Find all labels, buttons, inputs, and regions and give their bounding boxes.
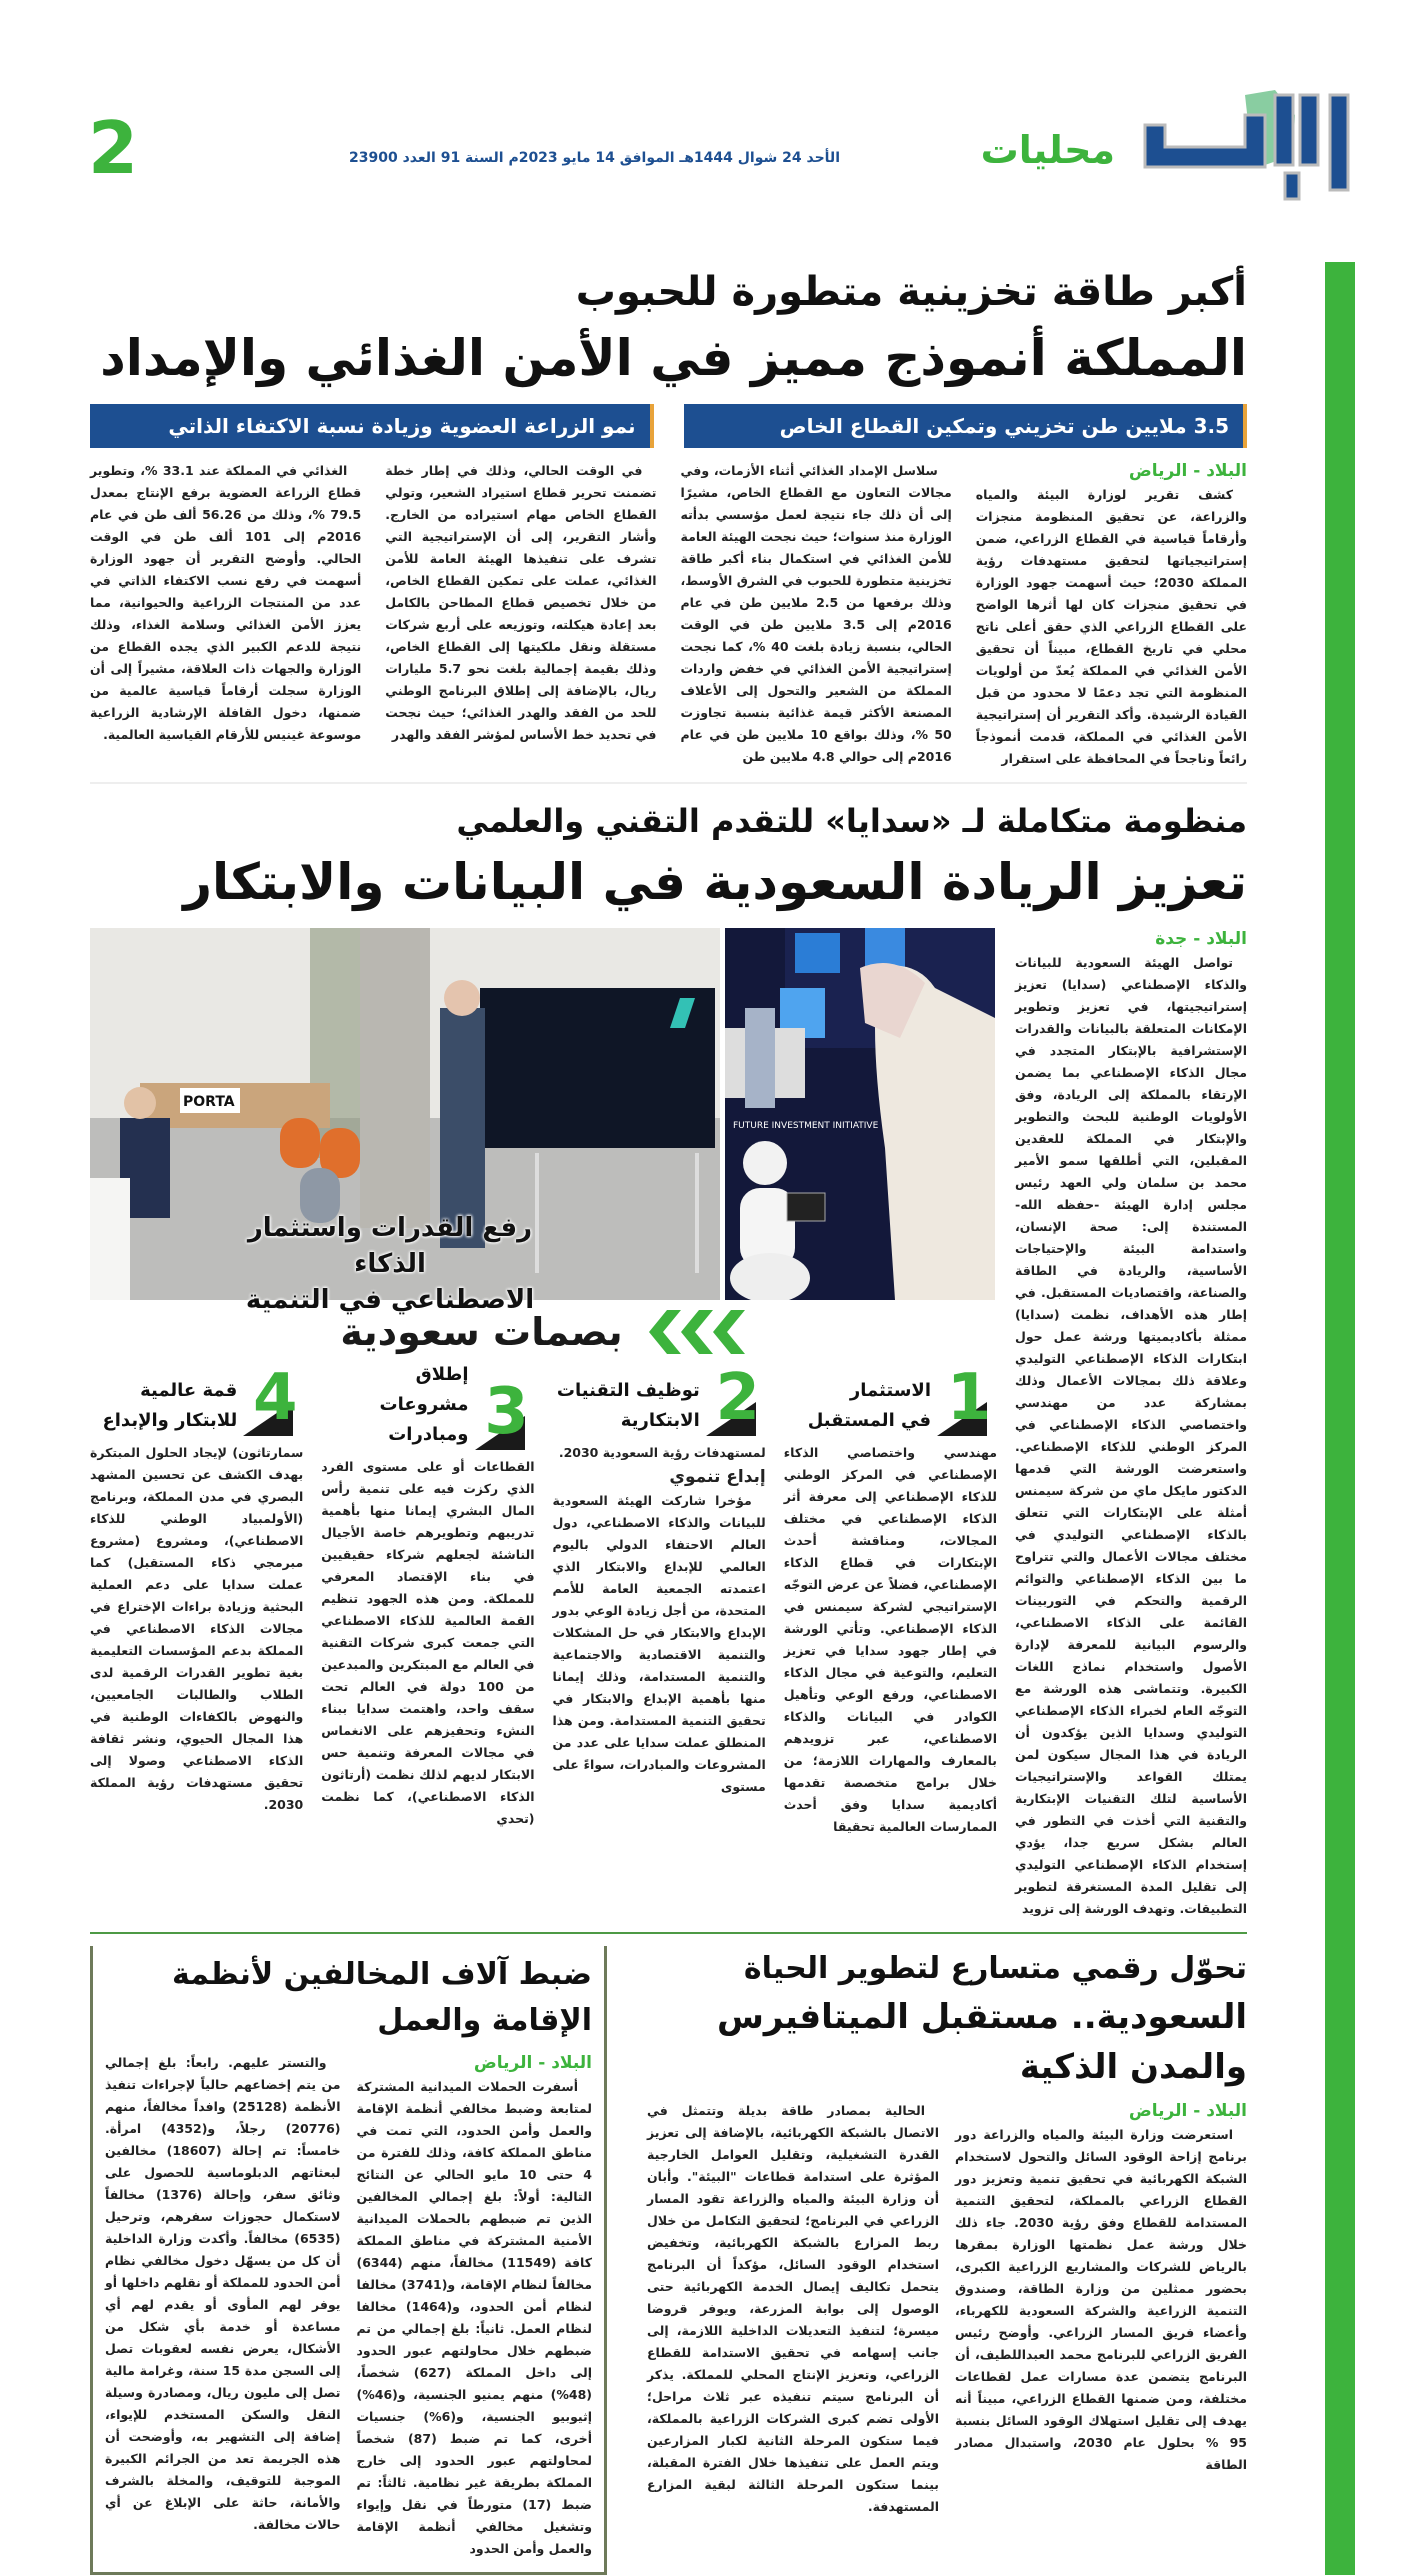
- article3-text: استعرضت وزارة البيئة والمياه والزراعة دور برنامج إزاحة الوقود السائل والتحول لاستخدام الشبكة الكهربائية في تحقيق تنمية وتعزيز دور القطاع الزراعي بالمملكة، لتحقيق التنمية المستدامة للقطاع وفق رؤية 2030. جاء ذلك خلال ورشة عمل نظمتها الوزارة بمقرها بالرياض للشركات والمشاريع الزراعية الكبرى، بحضور ممثلين من وزارة الطاقة، وصندوق التنمية الزراعية والشركة السعودية للكهرباء، وأعضاء فريق المسار الزراعي. وأوضح رئيس الفريق الزراعي للبرنامج محمد العبداللطيف، أن البرنامج يتضمن عدة مسارات عمل لقطاعات مختلفة، ومن ضمنها القطاع الزراعي، مبيناً أنه يهدف إلى تقليل استهلاك الوقود السائل بنسبة 95 % بحلول عام 2030، واستبدال مصادر الطاقة: [955, 2127, 1247, 2472]
- article2-body: [90, 928, 1247, 1920]
- item-subhead: إبداع تنموي: [669, 1467, 766, 1487]
- item-title: قمة عالمية للابتكار والإبداع: [102, 1380, 238, 1431]
- item-number: 2: [710, 1360, 766, 1436]
- cafe-sign: PORTA: [183, 1094, 235, 1110]
- article4-dateline: البلاد - الرياض: [473, 2053, 592, 2073]
- article1-column-4: [90, 460, 361, 770]
- item-number: 1: [941, 1360, 997, 1436]
- article2-photos: [90, 928, 997, 1315]
- item-1: [784, 1360, 997, 1838]
- item-body: القطاعات أو على مستوى الفرد الذي ركزت فيه على تنمية رأس المال البشري إيمانا منها بأهمية تدريبهم وتطويرهم خاصة الأجيال الناشئة لجعلهم شركاء حقيقيين في بناء الإقتصاد المعرفي للمملكة. ومن هذه الجهود تنظيم القمة العالمية للذكاء الاصطناعي التي جمعت كبرى شركات التقنية في العالم مع المبتكرين والمبدعين من 100 دولة في العالم تحت سقف واحد، واهتمت سدايا ببناء النشء وتحفيزهم على الانغماس في مجالات المعرفة وتنمية حس الابتكار لديهم لذلك نظمت (أرتاثون الذكاء الاصطناعي)، كما نظمت (تحدي: [321, 1459, 535, 1826]
- photo-caption-line: رفع القدرات واستثمار الذكاء: [247, 1213, 533, 1279]
- article1-bar-left: نمو الزراعة العضوية وزيادة نسبة الاكتفاء الذاتي: [90, 404, 654, 448]
- photo-workshop: [90, 928, 720, 1315]
- article4-box: [90, 1946, 607, 2575]
- page-main: [90, 262, 1247, 2575]
- photo-caption: [230, 1210, 550, 1318]
- article3-column-1: [955, 2100, 1247, 2518]
- article4-column-2: [105, 2052, 341, 2560]
- divider: [90, 782, 1247, 784]
- article1-text: كشف تقرير لوزارة البيئة والمياه والزراعة، عن تحقيق المنظومة منجزات وأرقاماً قياسية في القطاع الزراعي، ضمن إستراتيجياتها لتحقيق مستهدفات رؤية المملكة 2030؛ حيث أسهمت جهود الوزارة في تحقيق منجزات كان لها أثرها الواضح على القطاع الزراعي الذي حقق أعلى ناتج محلي في تاريخ القطاع، مبيناً أن تحقيق الأمن الغذائي في المملكة يُعدّ من أولويات المنظومة التي تجد دعمًا لا محدود من قبل القيادة الرشيدة. وأكد التقرير أن إستراتيجية الأمن الغذائي في المملكة، قدمت أنموذجاً رائعاً وناجحاً في المحافظة على استقرار: [975, 487, 1248, 766]
- page-number: 2: [88, 106, 139, 190]
- article2-text: تواصل الهيئة السعودية للبيانات والذكاء الإصطناعي (سدايا) تعزيز إستراتيجيتها، في تعزيز وتطوير الإمكانات المتعلقة بالبيانات والقدرات الإستشرافية بالإبتكار المتجدد في مجال الذكاء الإصطناعي بما يضمن الإرتقاء بالمملكة إلى الريادة، وفق الأولويات الوطنية للبحث والتطوير والإبتكار في المملكة للعقدين المقبلين، التي أطلقها سمو الأمير محمد بن سلمان ولي العهد رئيس مجلس إدارة الهيئة -حفظه الله- المستندة إلى: صحة الإنسان، واستدامة البيئة والإحتياجات الأساسية، والريادة في الطاقة والصناعة، واقتصاديات المستقبل. في إطار هذه الأهداف، نظمت (سدايا) ممثلة بأكاديميتها ورشة عمل حول ابتكارات الذكاء الإصطناعي التوليدي وعلاقة ذلك بمجالات الأعمال وذلك بمشاركة عدد من مهندسي واختصاصي الذكاء الإصطناعي في المركز الوطني للذكاء الإصطناعي. واستعرضت الورشة التي قدمها الدكتور مايكل ماي من شركة سيمنس أمثلة على الإبتكارات التي تتعلق بالذكاء الإصطناعي التوليدي في مختلف مجالات الأعمال والتي تتراوح ما بين الذكاء الإصطناعي والتوائم الرقمية والتحكم في التوربينات القائمة على الذكاء الاصطناعي، والرسوم البيانية للمعرفة لإدارة الأصول واستخدام نماذج اللغات الكبيرة. وتتماشى هذه الورشة مع التوجّه العام لخبراء الذكاء الإصطناعي التوليدي وسدايا الذين يؤكدون أن الريادة في هذا المجال سيكون لمن يمتلك القواعد والإستراتيجيات الأساسية لتلك التقنيات الإبتكارية والتقنية التي أخذت في التطور في العالم بشكل سريع جدا، يؤدي إستخدام الذكاء الإصطناعي التوليدي إلى تقليل المدة المستغرقة لتطوير التطبيقات. وتهدف الورشة إلى تزويد: [1015, 955, 1247, 1916]
- item-number: 4: [247, 1360, 303, 1436]
- article1-column-2: [681, 460, 952, 770]
- article1-column-3: [385, 460, 656, 770]
- photo-robot: [725, 928, 995, 1300]
- item-body: سمارتاثون) لإيجاد الحلول المبتكرة بهدف الكشف عن تحسين المشهد البصري في مدن المملكة، وبرنامج (الأولمبياد الوطني للذكاء الاصطناعي)، ومشروع (مشروع مبرمجي ذكاء المستقبل) كما عملت سدايا على دعم العملية البحثية وزيادة براءات الإختراع في مجالات الذكاء الاصطناعي في المملكة بدعم المؤسسات التعليمية بغية تطوير القدرات الرقمية لدى الطلاب والطالبات الجامعيين، والنهوض بالكفاءات الوطنية في هذا المجال الحيوي، ونشر ثقافة الذكاء الاصطناعي وصولا إلى تحقيق مستهدفات رؤية المملكة 2030.: [90, 1445, 304, 1812]
- page-frame: [90, 262, 1355, 2575]
- article2-dateline: البلاد - جدة: [1155, 929, 1247, 949]
- chevrons-icon: [637, 1310, 747, 1354]
- article4-title: ضبط آلاف المخالفين لأنظمة الإقامة والعمل: [172, 1957, 592, 2038]
- article2-title: تعزيز الريادة السعودية في البيانات والابتكار: [183, 853, 1247, 911]
- article3-body: [647, 2100, 1247, 2518]
- item-title: إطلاق مشروعات ومبادرات: [379, 1364, 469, 1445]
- article2-side: [1015, 928, 1247, 1920]
- article4-text: أسفرت الحملات الميدانية المشتركة لمتابعة وضبط مخالفي أنظمة الإقامة والعمل وأمن الحدود، التي تمت في مناطق المملكة كافة، وذلك للفترة من 4 حتى 10 مايو الحالي عن النتائج التالية: أولاً: بلغ إجمالي المخالفين الذين تم ضبطهم بالحملات الميدانية الأمنية المشتركة في مناطق المملكة كافة (11549) مخالفاً، منهم (6344) مخالفاً لنظام الإقامة، و(3741) مخالفا لنظام أمن الحدود، و(1464) مخالفا لنظام العمل. ثانياً: بلغ إجمالي من تم ضبطهم خلال محاولتهم عبور الحدود إلى داخل المملكة (627) شخصاً، (48%) منهم يمنيو الجنسية، و(46%) إثيوبيو الجنسية، و(6%) جنسيات أخرى، كما تم ضبط (87) شخصاً لمحاولتهم عبور الحدود إلى خارج المملكة بطريقة غير نظامية. ثالثاً: تم ضبط (17) متورطاً في نقل وإيواء وتشغيل مخالفي أنظمة الإقامة والعمل وأمن الحدود: [356, 2079, 593, 2556]
- article4-body: [105, 2052, 592, 2560]
- article2-main: [90, 928, 997, 1920]
- item-body: [553, 1442, 766, 1798]
- item-number: 3: [479, 1374, 535, 1450]
- page-side-bar: [1325, 262, 1355, 2575]
- article1-column-1: [976, 460, 1247, 770]
- article2-subtitle: منظومة متكاملة لـ «سدايا» للتقدم التقني والعلمي: [456, 802, 1247, 840]
- photo-caption-line: الاصطناعي في التنمية: [245, 1285, 535, 1315]
- article1-text: في الوقت الحالي، وذلك في إطار خطة تضمنت تحرير قطاع استيراد الشعير، وتولي القطاع الخاص مهام استيراده من الخارج. وأشار التقرير، إلى أن الإستراتيجية التي تشرف على تنفيذها الهيئة العامة للأمن الغذائي، عملت على تمكين القطاع الخاص، من خلال تخصيص قطاع المطاحن بالكامل بعد إعادة هيكلته، وتوزيعه على أربع شركات مستقلة ونقل ملكيتها إلى القطاع الخاص، وذلك بقيمة إجمالية بلغت نحو 5.7 مليارات ريال، بالإضافة إلى إطلاق البرنامج الوطني للحد من الفقد والهدر الغذائي؛ حيث نجحت في تحديد خط الأساس لمؤشر الفقد والهدر: [385, 463, 657, 742]
- item-body: مهندسي واختصاصي الذكاء الإصطناعي في المركز الوطني للذكاء الإصطناعي إلى معرفة أثر الذكاء الإصطناعي في مختلف المجالات، ومناقشة أحدث الإبتكارات في قطاع الذكاء الإصطناعي، فضلاً عن عرض التوجّه الإستراتيجي لشركة سيمنس في الذكاء الإصطناعي. وتأتي الورشة في إطار جهود سدايا في تعزيز التعليم، والتوعية في مجال الذكاء الاصطناعي، ورفع الوعي وتأهيل الكوادر في البيانات والذكاء الاصطناعي، عبر تزويدهم بالمعارف والمهارات اللازمة؛ من خلال برامج متخصصة تقدمها أكاديمية سدايا وفق أحدث الممارسات العالمية تحقيقا: [783, 1445, 997, 1834]
- article3-text: الحالية بمصادر طاقة بديلة وتتمثل في الاتصال بالشبكة الكهربائية، بالإضافة إلى تعزيز القدرة التشغيلية، وتقليل العوامل الخارجية المؤثرة على استدامة قطاعات "البيئة". وأبان أن وزارة البيئة والمياه والزراعة تقود المسار الزراعي في البرنامج؛ لتحقيق التكامل من خلال ربط المزارع بالشبكة الكهربائية، وتخفيض استخدام الوقود السائل، مؤكداً أن البرنامج يتحمل تكاليف إيصال الخدمة الكهربائية حتى الوصول إلى بوابة المزرعة، ويوفر قروضا ميسرة؛ لتنفيذ التعديلات الداخلية اللازمة، إلى جانب إسهامه في تحقيق الاستدامة للقطاع الزراعي، وتعزيز الإنتاج المحلي للمملكة. يذكر أن البرنامج سيتم تنفيذه عبر ثلاث مراحل؛ الأولى تضم كبرى الشركات الزراعية بالمملكة، فيما ستكون المرحلة الثانية لكبار المزارعين ويتم العمل على تنفيذها خلال الفترة المقبلة، بينما ستكون المرحلة الثالثة لبقية المزارع المستهدفة.: [647, 2103, 939, 2514]
- newspaper-logo: [1125, 85, 1355, 205]
- article3-column-2: [647, 2100, 939, 2518]
- bottom-section: [90, 1946, 1247, 2575]
- issue-dateline: الأحد 24 شوال 1444هـ الموافق 14 مايو 2023م السنة 91 العدد 23900: [349, 150, 840, 166]
- article1-body: [90, 460, 1247, 770]
- item-title: توظيف التقنيات الابتكارية: [556, 1380, 700, 1431]
- item-title: الاستثمار في المستقبل: [807, 1380, 931, 1431]
- article1-text: الغذائي في المملكة عند 33.1 %، وتطوير قطاع الزراعة العضوية برفع الإنتاج بمعدل 79.5 %، وذلك من 56.26 ألف طن في عام 2016م إلى 101 ألف طن في الوقت الحالي. وأوضح التقرير أن جهود الوزارة أسهمت في رفع نسب الاكتفاء الذاتي في عدد من المنتجات الزراعية والحيوانية، مما يعزز الأمن الغذائي وسلامة الغذاء، وذلك نتيجة للدعم الكبير الذي يجده القطاع من الوزارة والجهات ذات العلاقة، مشيراً إلى أن الوزارة سجلت أرقاماً قياسية عالمية من ضمنها، دخول القافلة الإرشادية الزراعية موسوعة غينيس للأرقام القياسية العالمية.: [90, 463, 362, 742]
- item-2: [553, 1360, 766, 1838]
- article1-bars: [90, 404, 1247, 448]
- item-3: [321, 1360, 534, 1838]
- article1-title: المملكة أنموذج مميز في الأمن الغذائي والإمداد: [100, 329, 1247, 387]
- article1-text: سلاسل الإمداد الغذائي أثناء الأزمات، وفي مجالات التعاون مع القطاع الخاص، مشيرًا إلى أن ذلك جاء نتيجة لعمل مؤسسي بدأته الوزارة منذ سنوات؛ حيث نجحت الهيئة العامة للأمن الغذائي في استكمال بناء أكبر طاقة تخزينية متطورة للحبوب في الشرق الأوسط، وذلك برفعها من 2.5 ملايين طن في عام 2016م إلى 3.5 ملايين طن في الوقت الحالي، بنسبة زيادة بلغت 40 %، كما نجحت إستراتيجية الأمن الغذائي في خفض واردات المملكة من الشعير والتحول إلى الأعلاف المصنعة الأكثر قيمة غذائية بنسبة تجاوزت 50 %، وذلك بواقع 10 ملايين طن في عام 2016م إلى حوالي 4.8 ملايين طن: [680, 463, 952, 764]
- article4-text: والتستر عليهم. رابعاً: بلغ إجمالي من يتم إخضاعهم حالياً لإجراءات تنفيذ الأنظمة (25128) وافداً مخالفاً، منهم (20776) رجلاً، و(4352) امرأة. خامساً: تم إحالة (18607) مخالفين لبعثاتهم الدبلوماسية للحصول على وثائق سفر، وإحالة (1376) مخالفاً لاستكمال حجوزات سفرهم، وترحيل (6535) مخالفاً. وأكدت وزارة الداخلية أن كل من يسهّل دخول مخالفي نظام أمن الحدود للمملكة أو نقلهم داخلها أو يوفر لهم المأوى أو يقدم لهم أي مساعدة أو خدمة بأي شكل من الأشكال، يعرض نفسه لعقوبات تصل إلى السجن مدة 15 سنة، وغرامة مالية تصل إلى مليون ريال، ومصادرة وسيلة النقل والسكن المستخدم للإيواء، إضافة إلى التشهير به، وأوضحت أن هذه الجريمة تعد من الجرائم الكبيرة الموجبة للتوقيف، والمخلة بالشرف والأمانة، حاثة على الإبلاغ عن أي حالات مخالفة.: [105, 2055, 341, 2532]
- item-body-text: مؤخرا شاركت الهيئة السعودية للبيانات والذكاء الاصطناعي، دول العالم الاحتفاء الدولي باليوم العالمي للإبداع والابتكار الذي اعتمدته الجمعية العامة للأمم المتحدة، من أجل زيادة الوعي بدور الإبداع والابتكار في حل المشكلات والتنمية الاقتصادية والاجتماعية والتنمية المستدامة، وذلك إيمانا منها بأهمية الإبداع والابتكار في تحقيق التنمية المستدامة. ومن هذا المنطلق عملت سدايا على عدد من المشروعات والمبادرات، سواءً على مستوى: [552, 1493, 766, 1794]
- article1-subtitle: أكبر طاقة تخزينية متطورة للحبوب: [575, 269, 1247, 315]
- article1-bar-right: 3.5 ملايين طن تخزيني وتمكين القطاع الخاص: [684, 404, 1248, 448]
- fingerprints-items: [90, 1360, 997, 1838]
- article3: [647, 1946, 1247, 2575]
- article3-title: السعودية.. مستقبل الميتافيرس والمدن الذكية: [716, 1997, 1247, 2087]
- fingerprints-title: بصمات سعودية: [340, 1310, 623, 1354]
- article1-dateline: البلاد - الرياض: [1128, 461, 1247, 481]
- divider: [90, 1932, 1247, 1934]
- section-label: محليات: [980, 128, 1115, 172]
- article3-dateline: البلاد - الرياض: [1128, 2101, 1247, 2121]
- item-body-lead: لمستهدفات رؤية السعودية 2030.: [558, 1445, 766, 1460]
- item-4: [90, 1360, 303, 1838]
- article3-subtitle: تحوّل رقمي متسارع لتطوير الحياة: [743, 1951, 1247, 1986]
- article4-column-1: [357, 2052, 593, 2560]
- banner-text: FUTURE INVESTMENT INITIATIVE: [733, 1121, 879, 1131]
- article2-side-column: [1015, 928, 1247, 1920]
